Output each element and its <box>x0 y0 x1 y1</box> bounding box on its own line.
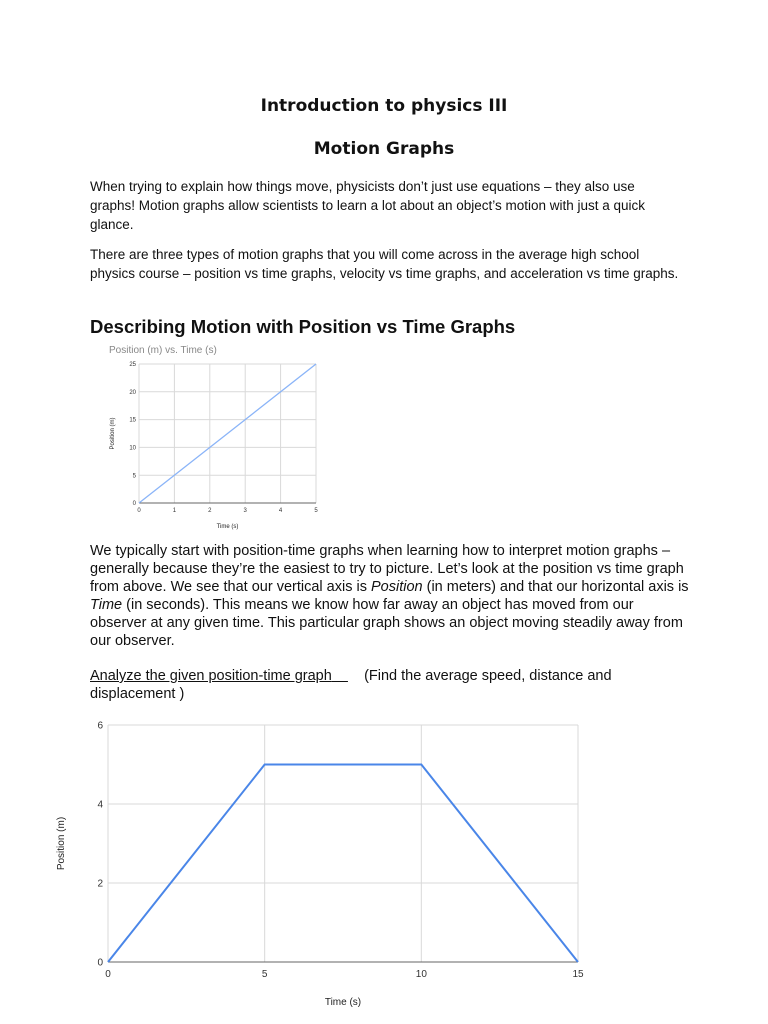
y-axis-label: Position (m) <box>110 417 116 450</box>
y-tick-label: 25 <box>129 362 136 369</box>
page-title: Introduction to physics III <box>260 96 508 116</box>
y-tick-label: 5 <box>132 473 136 480</box>
x-tick-label: 0 <box>105 969 111 980</box>
task-underline-gap <box>332 668 348 684</box>
intro-paragraph-2: There are three types of motion graphs that you will come across in the average high school physics course – position vs time graphs, velocity vs time graphs, and acceleration vs time graphs. <box>90 247 679 281</box>
intro-paragraph-1: When trying to explain how things move, physicists don’t just use equations – they also use graphs! Motion graphs allow scientists to learn a lot about an object’s motion with just a quick glance. <box>90 179 646 232</box>
task-rest-text: (Find the average speed, distance and displacement ) <box>90 668 612 702</box>
y-tick-label: 15 <box>129 417 136 424</box>
x-tick-label: 10 <box>415 969 427 980</box>
series-line <box>108 765 578 963</box>
series-line <box>139 364 316 503</box>
explanation-paragraph <box>90 542 690 650</box>
y-tick-label: 4 <box>97 799 103 811</box>
y-tick-label: 6 <box>97 720 103 732</box>
section-heading: Describing Motion with Position vs Time Graphs <box>90 316 516 337</box>
page-subtitle: Motion Graphs <box>313 139 455 159</box>
task-underlined-text: Analyze the given position-time graph <box>90 668 332 684</box>
y-tick-label: 10 <box>129 445 136 452</box>
x-axis-label: Time (s) <box>216 524 239 530</box>
x-tick-label: 15 <box>572 969 584 980</box>
x-tick-label: 2 <box>208 508 212 514</box>
y-tick-label: 0 <box>132 501 136 508</box>
x-tick-label: 1 <box>172 508 177 514</box>
task-instruction <box>90 667 690 703</box>
small-position-time-chart <box>90 336 335 536</box>
explanation-text-3: (in seconds). This means we know how far away an object has moved from our observer at any given time. This particular graph shows an object moving steadily away from our observer. <box>90 597 683 649</box>
large-position-time-chart <box>50 712 610 1018</box>
explanation-emphasis-time: Time <box>90 597 123 613</box>
x-tick-label: 3 <box>243 508 247 514</box>
x-tick-label: 4 <box>278 508 283 514</box>
explanation-emphasis-position: Position <box>371 579 423 595</box>
y-tick-label: 20 <box>129 389 136 396</box>
x-tick-label: 5 <box>261 969 268 980</box>
x-tick-label: 0 <box>137 508 141 514</box>
explanation-text-2: (in meters) and that our horizontal axis is <box>422 579 689 595</box>
y-axis-label: Position (m) <box>56 816 67 871</box>
chart-title: Position (m) vs. Time (s) <box>109 345 217 356</box>
x-tick-label: 5 <box>314 508 318 514</box>
explanation-text-1: We typically start with position-time graphs when learning how to interpret motion graphs – generally because they’re the easiest to try to picture. Let’s look at the position vs time graph from above. We see that our vertical axis is <box>90 543 684 595</box>
y-tick-label: 2 <box>97 878 103 890</box>
y-tick-label: 0 <box>97 957 103 969</box>
x-axis-label: Time (s) <box>324 997 362 1008</box>
